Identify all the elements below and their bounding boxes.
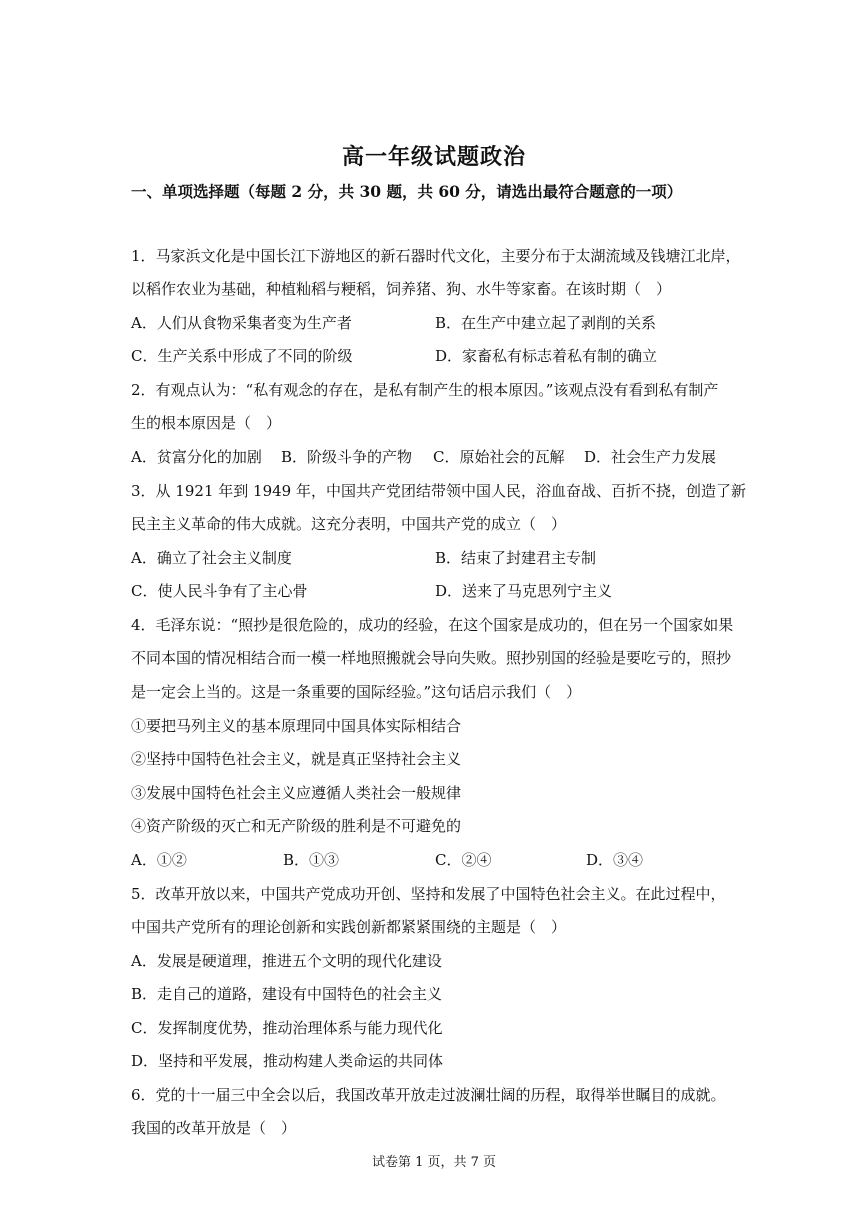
exam-title: 高一年级试题政治 — [341, 144, 526, 170]
q1-stem-line2: 以稻作农业为基础，种植籼稻与粳稻，饲养猪、狗、水牛等家畜。在该时期（ ） — [131, 280, 672, 298]
q3-stem-line1: 3．从 1921 年到 1949 年，中国共产党团结带领中国人民，浴血奋战、百折不挠，创造了新 — [131, 482, 746, 500]
q2-option-b: B．阶级斗争的产物 — [281, 448, 413, 466]
q4-option-d: D．③④ — [586, 851, 644, 869]
q1-option-d: D．家畜私有标志着私有制的确立 — [435, 347, 658, 365]
q4-option-b: B．①③ — [283, 851, 340, 869]
section-heading: 一、单项选择题（每题 2 分，共 30 题，共 60 分，请选出最符合题意的一项） — [131, 182, 683, 201]
q1-option-c: C．生产关系中形成了不同的阶级 — [131, 347, 353, 365]
q4-statement-4: ④资产阶级的灭亡和无产阶级的胜利是不可避免的 — [131, 817, 462, 835]
q6-stem-line2: 我国的改革开放是（ ） — [131, 1119, 297, 1137]
q5-stem-line1: 5．改革开放以来，中国共产党成功开创、坚持和发展了中国特色社会主义。在此过程中， — [131, 885, 726, 903]
q4-stem-line1: 4．毛泽东说：“照抄是很危险的，成功的经验，在这个国家是成功的，但在另一个国家如果 — [131, 616, 734, 634]
q5-option-d: D．坚持和平发展，推动构建人类命运的共同体 — [131, 1052, 444, 1070]
q4-statement-3: ③发展中国特色社会主义应遵循人类社会一般规律 — [131, 784, 462, 802]
q4-stem-line2: 不同本国的情况相结合而一模一样地照搬就会导向失败。照抄别国的经验是要吃亏的，照抄 — [131, 649, 732, 667]
q6-stem-line1: 6．党的十一届三中全会以后，我国改革开放走过波澜壮阔的历程，取得举世瞩目的成就。 — [131, 1086, 726, 1104]
q1-option-a: A．人们从食物采集者变为生产者 — [131, 314, 352, 332]
q4-stem-line3: 是一定会上当的。这是一条重要的国际经验。”这句话启示我们（ ） — [131, 683, 582, 701]
q4-statement-1: ①要把马列主义的基本原理同中国具体实际相结合 — [131, 717, 462, 735]
q2-stem-line1: 2．有观点认为：“私有观念的存在，是私有制产生的根本原因。”该观点没有看到私有制产 — [131, 381, 719, 399]
q5-stem-line2: 中国共产党所有的理论创新和实践创新都紧紧围绕的主题是（ ） — [131, 918, 567, 936]
q3-option-a: A．确立了社会主义制度 — [131, 549, 292, 567]
q3-stem-line2: 民主主义革命的伟大成就。这充分表明，中国共产党的成立（ ） — [131, 515, 567, 533]
q3-option-d: D．送来了马克思列宁主义 — [435, 582, 613, 600]
q4-statement-2: ②坚持中国特色社会主义，就是真正坚持社会主义 — [131, 750, 462, 768]
q3-option-b: B．结束了封建君主专制 — [435, 549, 597, 567]
q2-option-a: A．贫富分化的加剧 — [131, 448, 262, 466]
q5-option-c: C．发挥制度优势，推动治理体系与能力现代化 — [131, 1019, 443, 1037]
q4-option-a: A．①② — [131, 851, 187, 869]
q1-stem-line1: 1．马家浜文化是中国长江下游地区的新石器时代文化，主要分布于太湖流域及钱塘江北岸， — [131, 247, 741, 265]
q5-option-a: A．发展是硬道理，推进五个文明的现代化建设 — [131, 952, 442, 970]
q2-option-d: D．社会生产力发展 — [584, 448, 717, 466]
q5-option-b: B．走自己的道路，建设有中国特色的社会主义 — [131, 985, 443, 1003]
q4-option-c: C．②④ — [435, 851, 492, 869]
q2-option-c: C．原始社会的瓦解 — [433, 448, 565, 466]
q2-stem-line2: 生的根本原因是（ ） — [131, 414, 282, 432]
q1-option-b: B．在生产中建立起了剥削的关系 — [435, 314, 657, 332]
page-footer: 试卷第 1 页，共 7 页 — [371, 1155, 497, 1170]
q3-option-c: C．使人民斗争有了主心骨 — [131, 582, 308, 600]
